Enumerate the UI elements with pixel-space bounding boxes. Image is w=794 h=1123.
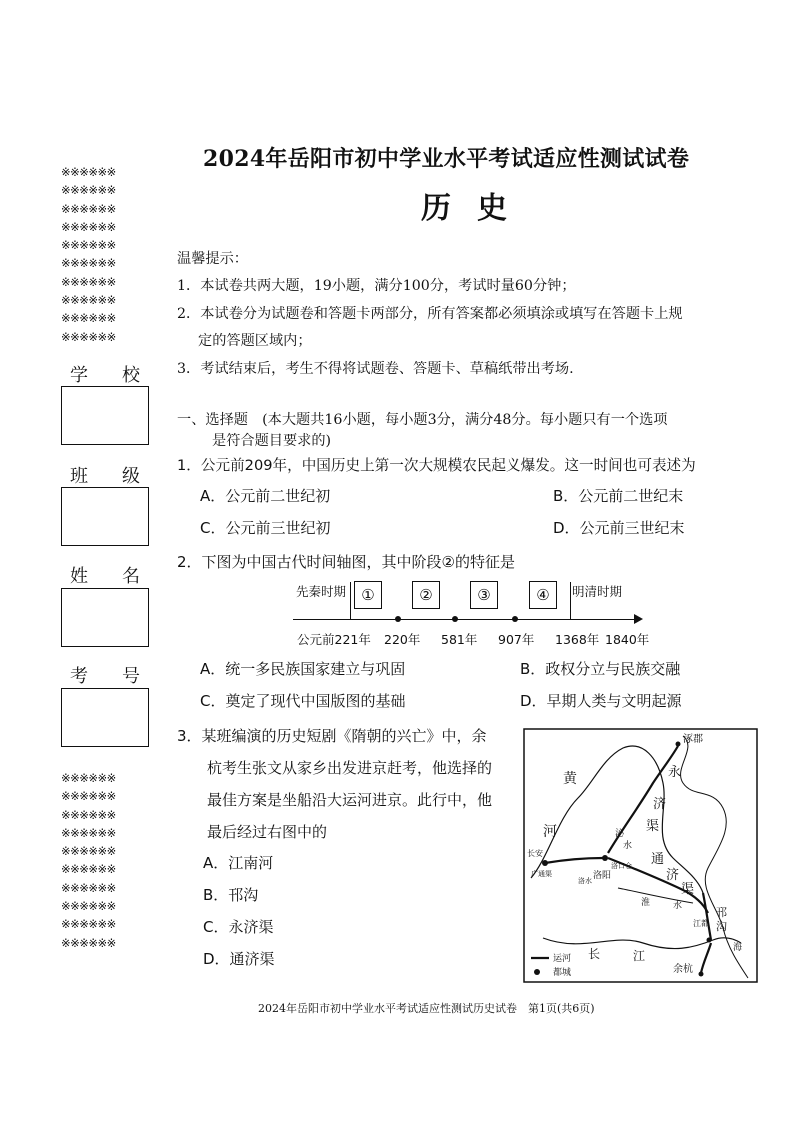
q1-option-c[interactable]: C．公元前三世纪初: [200, 519, 331, 537]
map-label: 长: [588, 947, 601, 961]
star-row: ※※※※※※: [61, 771, 116, 785]
exam-number-box[interactable]: [61, 688, 149, 747]
timeline-tick-label: 1840年: [605, 632, 650, 647]
star-row: ※※※※※※: [61, 311, 116, 326]
q3-stem-line: 最后经过右图中的: [207, 823, 328, 841]
map-label: 洛口仓: [611, 862, 632, 870]
map-label: 水: [623, 841, 633, 851]
subject-title: 历史: [421, 191, 533, 226]
q1-option-b[interactable]: B．公元前二世纪末: [553, 487, 684, 505]
star-row: ※※※※※※: [61, 917, 116, 932]
name-box[interactable]: [61, 588, 149, 647]
tip-item: 1．本试卷共两大题，19小题，满分100分，考试时量60分钟；: [177, 278, 576, 294]
star-row: ※※※※※※: [61, 899, 116, 914]
q3-option-d[interactable]: D．通济渠: [203, 950, 275, 968]
star-row: ※※※※※※: [61, 862, 116, 877]
map-label: 江都: [693, 919, 709, 928]
timeline-stage-3: ③: [470, 581, 498, 609]
q2-stem: 2．下图为中国古代时间轴图，其中阶段②的特征是: [177, 553, 515, 571]
q3-stem-line: 最佳方案是坐船沿大运河进京。此行中，他: [207, 791, 493, 809]
map-label: 沟: [716, 920, 727, 933]
map-city-jiangdu: [707, 938, 712, 943]
q2-option-a[interactable]: A．统一多民族国家建立与巩固: [200, 660, 406, 678]
star-row: ※※※※※※: [61, 183, 116, 198]
q2-option-c[interactable]: C．奠定了现代中国版图的基础: [200, 692, 406, 710]
map-label: 水: [673, 901, 683, 911]
star-row: ※※※※※※: [61, 165, 116, 179]
map-city-yuhang: [699, 972, 704, 977]
timeline-tick-label: 220年: [384, 632, 421, 647]
map-label: 永: [668, 765, 682, 780]
q3-option-c[interactable]: C．永济渠: [203, 918, 274, 936]
section-title-cont: 是符合题目要求的): [212, 433, 332, 449]
map-label: 渠: [681, 882, 695, 897]
map-label: 黄: [563, 771, 577, 787]
timeline-arrow-icon: [634, 614, 643, 624]
map-label: 沁: [615, 829, 625, 839]
timeline-stage-2: ②: [412, 581, 440, 609]
q2-option-d[interactable]: D．早期人类与文明起源: [520, 692, 682, 710]
map-label: 淮: [641, 898, 651, 908]
grand-canal-map: [523, 728, 758, 983]
star-row: ※※※※※※: [61, 219, 116, 234]
exam-number-label: 考号: [70, 666, 174, 687]
map-label: 济: [666, 868, 680, 883]
tip-item: 2．本试卷分为试题卷和答题卡两部分，所有答案都必须填涂或填写在答题卡上规: [177, 306, 683, 322]
map-label: 涿郡: [683, 734, 703, 745]
map-label: 济: [653, 797, 667, 812]
section-title: 一、选择题 (本大题共16小题，每小题3分，满分48分。每小题只有一个选项: [177, 412, 668, 428]
map-label: 邗: [716, 906, 727, 919]
page-footer: 2024年岳阳市初中学业水平考试适应性测试历史试卷 第1页(共6页): [258, 1002, 595, 1015]
map-label: 余杭: [673, 964, 693, 975]
map-label: 洛水: [578, 877, 592, 885]
timeline-dot: [512, 616, 518, 622]
legend-canal-label: 运河: [553, 954, 572, 964]
q3-stem-line: 3．某班编演的历史短剧《隋朝的兴亡》中，余: [177, 727, 487, 745]
map-label: 河: [543, 824, 557, 840]
q1-option-d[interactable]: D．公元前三世纪末: [553, 519, 685, 537]
star-row: ※※※※※※: [61, 274, 116, 289]
exam-title: 2024年岳阳市初中学业水平考试适应性测试试卷: [203, 146, 690, 172]
tip-item: 定的答题区域内；: [198, 333, 312, 349]
class-box[interactable]: [61, 487, 149, 546]
tips-heading: 温馨提示：: [177, 251, 248, 267]
star-row: ※※※※※※: [61, 256, 116, 271]
map-frame: [524, 729, 757, 982]
map-city-luoyang: [602, 855, 608, 861]
star-row: ※※※※※※: [61, 825, 116, 840]
legend-capital-dot: [534, 969, 540, 975]
q3-option-a[interactable]: A．江南河: [203, 854, 274, 872]
legend-capital-label: 都城: [553, 968, 572, 978]
map-label: 长安: [527, 849, 543, 858]
school-label: 学校: [70, 365, 174, 386]
map-city-zhuojun: [676, 742, 681, 747]
q1-stem: 1．公元前209年，中国历史上第一次大规模农民起义爆发。这一时间也可表述为: [177, 457, 696, 474]
timeline-tick-label: 公元前221年: [297, 632, 371, 647]
timeline-axis: [293, 619, 636, 620]
star-row: ※※※※※※: [61, 844, 116, 859]
timeline-dot: [452, 616, 458, 622]
name-label: 姓名: [70, 566, 174, 587]
star-row: ※※※※※※: [61, 329, 116, 344]
timeline-stage-4: ④: [529, 581, 557, 609]
tip-item: 3．考试结束后，考生不得将试题卷、答题卡、草稿纸带出考场.: [177, 361, 574, 377]
q2-option-b[interactable]: B．政权分立与民族交融: [520, 660, 681, 678]
timeline-tick-label: 581年: [441, 632, 478, 647]
star-row: ※※※※※※: [61, 238, 116, 253]
map-city-changan: [542, 860, 548, 866]
timeline-tick: [350, 582, 351, 619]
sidebar-stars-top: [61, 163, 116, 346]
q3-stem-line: 杭考生张文从家乡出发进京赶考，他选择的: [207, 759, 493, 777]
school-box[interactable]: [61, 386, 149, 445]
map-label: 渠: [646, 819, 660, 834]
class-label: 班级: [70, 466, 174, 487]
star-row: ※※※※※※: [61, 789, 116, 804]
grand-canal-map-svg: [523, 728, 758, 983]
q1-option-a[interactable]: A．公元前二世纪初: [200, 487, 331, 505]
timeline-tick-label: 907年: [498, 632, 535, 647]
sidebar-stars-bottom: [61, 769, 116, 952]
map-label: 通: [651, 852, 665, 867]
timeline-right-label: 明清时期: [572, 584, 623, 599]
timeline-dot: [395, 616, 401, 622]
timeline-tick-label: 1368年: [555, 632, 600, 647]
star-row: ※※※※※※: [61, 293, 116, 308]
timeline-left-label: 先秦时期: [296, 584, 347, 599]
star-row: ※※※※※※: [61, 807, 116, 822]
star-row: ※※※※※※: [61, 935, 116, 950]
star-row: ※※※※※※: [61, 880, 116, 895]
map-label: 广通渠: [531, 870, 552, 878]
q3-option-b[interactable]: B．邗沟: [203, 886, 259, 904]
timeline-stage-1: ①: [354, 581, 382, 609]
map-label: 江: [633, 949, 646, 963]
star-row: ※※※※※※: [61, 201, 116, 216]
map-label: 海: [733, 943, 743, 953]
map-label: 洛阳: [593, 871, 612, 881]
timeline-tick: [570, 582, 571, 619]
